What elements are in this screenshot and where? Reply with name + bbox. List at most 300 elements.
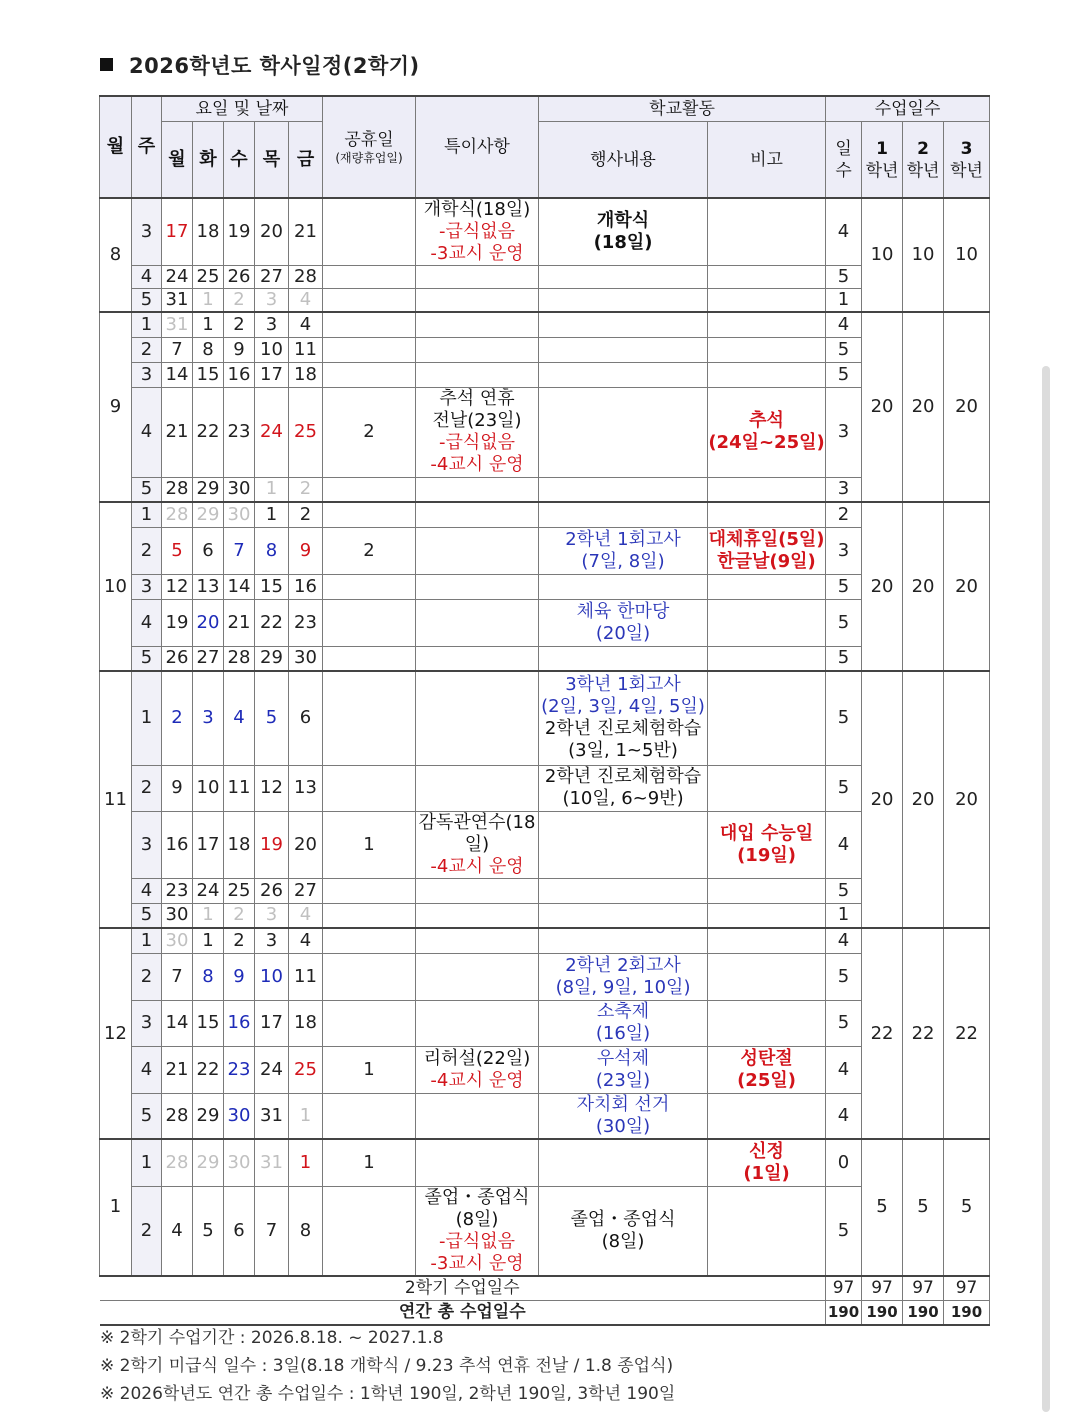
day-cell: 7 (224, 527, 255, 574)
header-day-thu: 목 (255, 122, 289, 199)
ilsu-cell: 5 (826, 671, 862, 765)
day-cell: 30 (224, 477, 255, 502)
header-special: 특이사항 (416, 96, 539, 198)
month-cell: 8 (100, 198, 132, 312)
day-cell: 15 (255, 574, 289, 599)
cell-line: 체육 한마당 (576, 600, 670, 622)
grade2-days-cell: 20 (903, 671, 944, 928)
day-cell: 28 (162, 502, 193, 527)
remark-cell (708, 599, 826, 646)
header-grade2-num: 2 (917, 138, 929, 159)
remark-cell (708, 387, 826, 477)
special-note-cell (416, 811, 539, 878)
day-cell: 31 (255, 1093, 289, 1139)
cell-line: (18일) (593, 232, 653, 253)
remark-cell (708, 1000, 826, 1046)
day-cell: 28 (224, 646, 255, 671)
day-cell: 1 (255, 502, 289, 527)
week-cell: 5 (132, 289, 162, 313)
cell-line: 전날(23일) (432, 410, 522, 431)
ilsu-cell: 0 (826, 1139, 862, 1186)
header-grade3-num: 3 (960, 138, 973, 159)
cell-line: (1일) (743, 1162, 790, 1184)
day-cell: 7 (162, 337, 193, 362)
week-row (100, 387, 990, 477)
cell-line: (8일) (455, 1208, 499, 1230)
day-cell: 5 (162, 527, 193, 574)
week-cell: 5 (132, 477, 162, 502)
event-cell (539, 1046, 708, 1093)
cell-line: 졸업・종업식 (570, 1208, 676, 1230)
week-cell: 4 (132, 266, 162, 289)
cell-line: 우석제 (596, 1047, 650, 1069)
week-row (100, 289, 990, 313)
semester-days-g3: 97 (944, 1276, 990, 1301)
day-cell: 4 (289, 903, 323, 928)
day-cell: 11 (289, 953, 323, 1000)
week-cell: 3 (132, 198, 162, 266)
event-cell (539, 1093, 708, 1139)
header-class-days: 수업일수 (826, 96, 990, 122)
day-cell: 9 (224, 953, 255, 1000)
week-row (100, 362, 990, 387)
event-cell (539, 878, 708, 903)
day-cell: 1 (193, 289, 224, 313)
grade2-days-cell: 22 (903, 928, 944, 1139)
week-cell: 3 (132, 362, 162, 387)
week-row (100, 502, 990, 527)
week-row (100, 903, 990, 928)
event-cell (539, 903, 708, 928)
day-cell: 16 (224, 362, 255, 387)
footnotes (100, 1324, 675, 1408)
ilsu-cell: 4 (826, 1093, 862, 1139)
day-cell: 9 (289, 527, 323, 574)
day-cell: 1 (289, 1139, 323, 1186)
special-note-cell (416, 289, 539, 313)
event-cell (539, 527, 708, 574)
day-cell: 14 (162, 362, 193, 387)
remark-cell (708, 765, 826, 811)
header-grade2 (903, 122, 944, 199)
holiday-cell (323, 1186, 416, 1276)
week-row (100, 477, 990, 502)
remark-cell (708, 646, 826, 671)
day-cell: 2 (224, 312, 255, 337)
day-cell: 18 (289, 1000, 323, 1046)
remark-cell (708, 527, 826, 574)
cell-line: (8일, 9일, 10일) (555, 976, 691, 998)
event-cell (539, 574, 708, 599)
event-cell (539, 387, 708, 477)
week-cell: 5 (132, 646, 162, 671)
day-cell: 26 (162, 646, 193, 671)
holiday-cell (323, 646, 416, 671)
day-cell: 30 (224, 502, 255, 527)
special-note-cell (416, 574, 539, 599)
holiday-cell: 1 (323, 1046, 416, 1093)
cell-line: (30일) (595, 1115, 651, 1137)
week-row (100, 928, 990, 953)
cell-line: 자치회 선거 (576, 1093, 670, 1115)
header-holiday-sub: (재량휴업일) (335, 150, 403, 165)
ilsu-cell: 4 (826, 811, 862, 878)
cell-line: -3교시 운영 (430, 243, 524, 264)
cell-line: (8일) (601, 1230, 645, 1252)
holiday-cell (323, 312, 416, 337)
holiday-cell (323, 266, 416, 289)
day-cell: 29 (193, 1093, 224, 1139)
day-cell: 20 (193, 599, 224, 646)
grade3-days-cell: 22 (944, 928, 990, 1139)
week-row (100, 1046, 990, 1093)
cell-line: 개학식 (596, 210, 650, 231)
day-cell: 16 (289, 574, 323, 599)
day-cell: 3 (255, 312, 289, 337)
week-row (100, 1186, 990, 1276)
day-cell: 28 (289, 266, 323, 289)
special-note-cell (416, 527, 539, 574)
day-cell: 28 (162, 477, 193, 502)
day-cell: 4 (224, 671, 255, 765)
cell-line: -급식없음 (438, 432, 516, 453)
month-cell: 1 (100, 1139, 132, 1276)
special-note-cell (416, 671, 539, 765)
header-remark: 비고 (708, 122, 826, 199)
grade3-days-cell: 20 (944, 502, 990, 671)
event-cell (539, 811, 708, 878)
holiday-cell (323, 198, 416, 266)
day-cell: 11 (224, 765, 255, 811)
month-cell: 11 (100, 671, 132, 928)
semester-days-label: 2학기 수업일수 (100, 1276, 826, 1301)
day-cell: 3 (255, 903, 289, 928)
week-cell: 4 (132, 1046, 162, 1093)
ilsu-cell: 5 (826, 1186, 862, 1276)
special-note-cell (416, 953, 539, 1000)
cell-line: 3학년 1회고사 (565, 674, 681, 696)
week-cell: 2 (132, 1186, 162, 1276)
ilsu-cell: 4 (826, 198, 862, 266)
remark-cell (708, 671, 826, 765)
day-cell: 15 (193, 362, 224, 387)
annual-days-g3: 190 (944, 1300, 990, 1325)
cell-line: 대체휴일(5일) (708, 528, 825, 550)
event-cell (539, 289, 708, 313)
special-note-cell (416, 599, 539, 646)
day-cell: 14 (224, 574, 255, 599)
ilsu-cell: 4 (826, 928, 862, 953)
cell-line: -급식없음 (438, 221, 516, 242)
remark-cell (708, 477, 826, 502)
ilsu-cell: 2 (826, 502, 862, 527)
day-cell: 27 (193, 646, 224, 671)
day-cell: 17 (255, 1000, 289, 1046)
header-grade3-label: 학년 (950, 160, 983, 181)
scrollbar[interactable] (1042, 366, 1050, 1412)
cell-line: (23일) (595, 1069, 651, 1091)
day-cell: 28 (162, 1093, 193, 1139)
special-note-cell (416, 1093, 539, 1139)
day-cell: 9 (162, 765, 193, 811)
day-cell: 30 (224, 1139, 255, 1186)
page-title (100, 50, 420, 80)
day-cell: 10 (255, 953, 289, 1000)
remark-cell (708, 502, 826, 527)
week-row (100, 1093, 990, 1139)
cell-line: (20일) (595, 622, 651, 644)
event-cell (539, 1000, 708, 1046)
day-cell: 2 (289, 477, 323, 502)
header-month: 월 (100, 96, 132, 198)
remark-cell (708, 1139, 826, 1186)
remark-cell (708, 1186, 826, 1276)
day-cell: 21 (162, 1046, 193, 1093)
event-cell (539, 765, 708, 811)
grade1-days-cell: 20 (862, 502, 903, 671)
week-cell: 4 (132, 387, 162, 477)
week-row (100, 599, 990, 646)
cell-line: 2학년 1회고사 (565, 528, 681, 550)
event-cell (539, 362, 708, 387)
special-note-cell (416, 1139, 539, 1186)
cell-line: -4교시 운영 (430, 1069, 524, 1091)
remark-cell (708, 266, 826, 289)
day-cell: 18 (193, 198, 224, 266)
ilsu-cell: 3 (826, 527, 862, 574)
day-cell: 18 (289, 362, 323, 387)
cell-line: 추석 (749, 410, 784, 431)
grade1-days-cell: 10 (862, 198, 903, 312)
week-row (100, 765, 990, 811)
day-cell: 20 (289, 811, 323, 878)
week-cell: 1 (132, 312, 162, 337)
cell-line: 추석 연휴 (439, 388, 515, 409)
ilsu-cell: 5 (826, 1000, 862, 1046)
ilsu-cell: 5 (826, 266, 862, 289)
day-cell: 30 (162, 903, 193, 928)
week-row (100, 312, 990, 337)
cell-line: (7일, 8일) (581, 550, 665, 572)
ilsu-cell: 5 (826, 337, 862, 362)
special-note-cell (416, 1000, 539, 1046)
footnote: ※ 2학기 수업기간 : 2026.8.18. ~ 2027.1.8 (100, 1328, 444, 1348)
footnote: ※ 2학기 미급식 일수 : 3일(8.18 개학식 / 9.23 추석 연휴 전날 / 1.8 종업식) (100, 1356, 674, 1376)
header-event: 행사내용 (539, 122, 708, 199)
cell-line: (24일~25일) (708, 432, 825, 453)
grade3-days-cell: 10 (944, 198, 990, 312)
event-cell (539, 502, 708, 527)
day-cell: 29 (193, 477, 224, 502)
day-cell: 22 (193, 1046, 224, 1093)
day-cell: 23 (162, 878, 193, 903)
header-activity: 학교활동 (539, 96, 826, 122)
holiday-cell (323, 289, 416, 313)
day-cell: 2 (224, 289, 255, 313)
week-cell: 2 (132, 337, 162, 362)
cell-line: 2학년 진로체험학습 (544, 718, 702, 740)
remark-cell (708, 312, 826, 337)
day-cell: 28 (162, 1139, 193, 1186)
day-cell: 29 (193, 1139, 224, 1186)
day-cell: 4 (289, 928, 323, 953)
day-cell: 3 (193, 671, 224, 765)
holiday-cell (323, 953, 416, 1000)
event-cell (539, 1139, 708, 1186)
grade3-days-cell: 5 (944, 1139, 990, 1276)
grade1-days-cell: 20 (862, 312, 903, 502)
day-cell: 24 (255, 387, 289, 477)
week-cell: 5 (132, 1093, 162, 1139)
day-cell: 20 (255, 198, 289, 266)
day-cell: 10 (193, 765, 224, 811)
day-cell: 24 (162, 266, 193, 289)
week-cell: 1 (132, 502, 162, 527)
day-cell: 29 (193, 502, 224, 527)
cell-line: 대입 수능일 (719, 822, 814, 844)
remark-cell (708, 811, 826, 878)
day-cell: 17 (162, 198, 193, 266)
day-cell: 13 (289, 765, 323, 811)
day-cell: 2 (162, 671, 193, 765)
cell-line: 개학식(18일) (423, 199, 531, 220)
special-note-cell (416, 312, 539, 337)
day-cell: 1 (193, 928, 224, 953)
cell-line: (10일, 6~9반) (562, 788, 684, 809)
day-cell: 31 (255, 1139, 289, 1186)
day-cell: 1 (193, 312, 224, 337)
day-cell: 12 (255, 765, 289, 811)
day-cell: 23 (224, 387, 255, 477)
day-cell: 2 (224, 928, 255, 953)
footnote: ※ 2026학년도 연간 총 수업일수 : 1학년 190일, 2학년 190일, 3학년 190일 (100, 1384, 676, 1404)
event-cell (539, 477, 708, 502)
day-cell: 25 (224, 878, 255, 903)
event-cell (539, 671, 708, 765)
header-grade3 (944, 122, 990, 199)
event-cell (539, 953, 708, 1000)
day-cell: 8 (255, 527, 289, 574)
week-cell: 3 (132, 574, 162, 599)
cell-line: 졸업・종업식 (424, 1186, 530, 1208)
grade2-days-cell: 5 (903, 1139, 944, 1276)
event-cell (539, 928, 708, 953)
ilsu-cell: 4 (826, 312, 862, 337)
grade3-days-cell: 20 (944, 312, 990, 502)
ilsu-cell: 5 (826, 599, 862, 646)
week-cell: 3 (132, 811, 162, 878)
week-cell: 3 (132, 1000, 162, 1046)
week-cell: 2 (132, 953, 162, 1000)
holiday-cell (323, 337, 416, 362)
day-cell: 27 (289, 878, 323, 903)
cell-line: 신정 (749, 1140, 784, 1162)
event-cell (539, 312, 708, 337)
week-row (100, 671, 990, 765)
header-day-mon: 월 (162, 122, 193, 199)
remark-cell (708, 928, 826, 953)
week-row (100, 198, 990, 266)
remark-cell (708, 574, 826, 599)
header-day-fri: 금 (289, 122, 323, 199)
remark-cell (708, 903, 826, 928)
week-row (100, 1139, 990, 1186)
holiday-cell (323, 671, 416, 765)
special-note-cell (416, 878, 539, 903)
header-holiday (323, 96, 416, 198)
holiday-cell: 1 (323, 1139, 416, 1186)
header-week: 주 (132, 96, 162, 198)
cell-line: -급식없음 (438, 1230, 516, 1252)
special-note-cell (416, 903, 539, 928)
annual-days-ilsu: 190 (826, 1300, 862, 1325)
header-grade1-label: 학년 (865, 160, 899, 181)
grade3-days-cell: 20 (944, 671, 990, 928)
day-cell: 30 (224, 1093, 255, 1139)
header-grade1-num: 1 (876, 138, 888, 159)
special-note-cell (416, 502, 539, 527)
day-cell: 3 (255, 928, 289, 953)
day-cell: 14 (162, 1000, 193, 1046)
cell-line: (3일, 1~5반) (568, 740, 678, 762)
week-cell: 2 (132, 527, 162, 574)
annual-days-label: 연간 총 수업일수 (100, 1300, 826, 1325)
day-cell: 17 (255, 362, 289, 387)
grade1-days-cell: 5 (862, 1139, 903, 1276)
cell-line: (2일, 3일, 4일, 5일) (541, 696, 705, 718)
week-row (100, 527, 990, 574)
holiday-cell (323, 878, 416, 903)
day-cell: 17 (193, 811, 224, 878)
day-cell: 10 (255, 337, 289, 362)
grade1-days-cell: 22 (862, 928, 903, 1139)
special-note-cell (416, 928, 539, 953)
header-day-date: 요일 및 날짜 (162, 96, 323, 122)
week-row (100, 337, 990, 362)
special-note-cell (416, 266, 539, 289)
day-cell: 12 (162, 574, 193, 599)
day-cell: 4 (289, 312, 323, 337)
day-cell: 21 (224, 599, 255, 646)
special-note-cell (416, 477, 539, 502)
header-grade1 (862, 122, 903, 199)
holiday-cell (323, 928, 416, 953)
day-cell: 25 (289, 1046, 323, 1093)
day-cell: 31 (162, 312, 193, 337)
week-row (100, 574, 990, 599)
remark-cell (708, 198, 826, 266)
cell-line: 리허설(22일) (423, 1047, 531, 1069)
ilsu-cell: 5 (826, 878, 862, 903)
week-cell: 1 (132, 1139, 162, 1186)
event-cell (539, 646, 708, 671)
week-row (100, 1000, 990, 1046)
day-cell: 16 (162, 811, 193, 878)
month-cell: 12 (100, 928, 132, 1139)
ilsu-cell: 4 (826, 1046, 862, 1093)
day-cell: 8 (289, 1186, 323, 1276)
day-cell: 8 (193, 953, 224, 1000)
cell-line: 감독관연수(18일) (418, 811, 536, 855)
day-cell: 1 (289, 1093, 323, 1139)
holiday-cell (323, 903, 416, 928)
day-cell: 18 (224, 811, 255, 878)
day-cell: 22 (193, 387, 224, 477)
day-cell: 7 (162, 953, 193, 1000)
day-cell: 4 (162, 1186, 193, 1276)
remark-cell (708, 878, 826, 903)
day-cell: 25 (289, 387, 323, 477)
